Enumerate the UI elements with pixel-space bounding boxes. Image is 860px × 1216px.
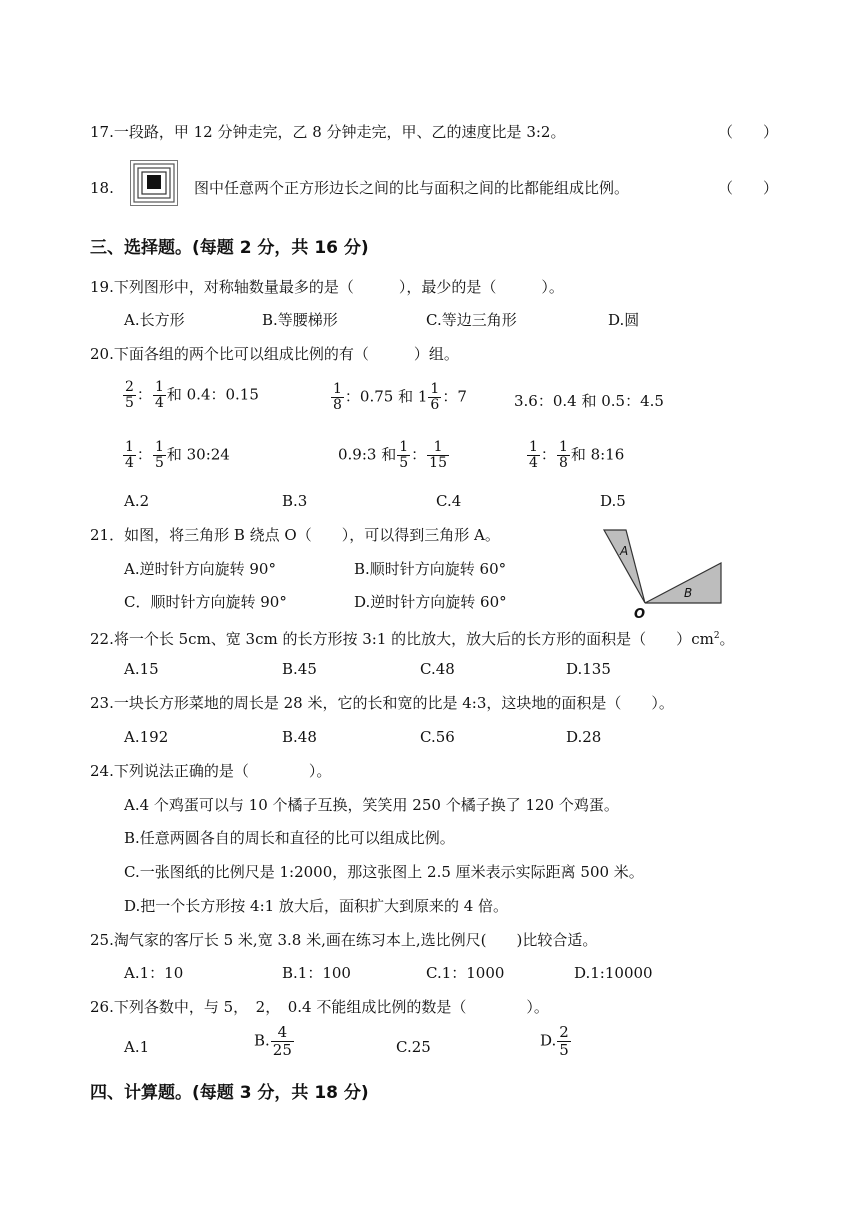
q22-option-c[interactable]: C.48 [420, 660, 455, 678]
q25-option-b[interactable]: B.1：100 [282, 964, 351, 982]
q20-group-6: $\frac{1}{4}$ ： $\frac{1}{8}$ 和 8:16 [529, 439, 625, 471]
nested-squares-figure [130, 160, 178, 206]
q21-option-b[interactable]: B.顺时针方向旋转 60° [354, 560, 507, 578]
q22-option-a[interactable]: A.15 [124, 660, 159, 678]
triangle-a [604, 530, 645, 603]
answer-paren-17[interactable]: （ ） [718, 123, 779, 141]
q19-option-a[interactable]: A.长方形 [124, 311, 185, 329]
question-20: 20.下面各组的两个比可以组成比例的有（ ）组。 [90, 345, 459, 363]
question-21: 21．如图，将三角形 B 绕点 O（ ），可以得到三角形 A。 [90, 526, 500, 544]
q25-option-a[interactable]: A.1：10 [124, 964, 184, 982]
question-24: 24.下列说法正确的是（ ）。 [90, 762, 332, 780]
q19-option-b[interactable]: B.等腰梯形 [262, 311, 338, 329]
triangle-b [645, 563, 721, 603]
q26-option-b[interactable]: B. $\frac{4}{25}$ [254, 1023, 292, 1059]
q26-option-c[interactable]: C.25 [396, 1038, 431, 1056]
q24-option-d[interactable]: D.把一个长方形按 4:1 放大后，面积扩大到原来的 4 倍。 [124, 897, 509, 915]
q20-group-5: 0.9:3 和 $\frac{1}{5}$ ： $\frac{1}{15}$ [338, 439, 447, 471]
label-b: B [684, 586, 693, 600]
q19-option-d[interactable]: D.圆 [608, 311, 640, 329]
q25-option-c[interactable]: C.1：1000 [426, 964, 505, 982]
question-22: 22.将一个长 5cm、宽 3cm 的长方形按 3:1 的比放大，放大后的长方形的面积是（ ）$cm^2$。 [90, 630, 735, 648]
q23-option-c[interactable]: C.56 [420, 728, 455, 746]
q21-option-a[interactable]: A.逆时针方向旋转 90° [124, 560, 276, 578]
q19-option-c[interactable]: C.等边三角形 [426, 311, 517, 329]
q24-option-b[interactable]: B.任意两圆各自的周长和直径的比可以组成比例。 [124, 829, 455, 847]
q23-option-a[interactable]: A.192 [124, 728, 169, 746]
q20-option-c[interactable]: C.4 [436, 492, 462, 510]
question-19: 19.下列图形中，对称轴数量最多的是（ ），最少的是（ ）。 [90, 278, 564, 296]
q20-group-3: 3.6：0.4 和 0.5：4.5 [514, 392, 664, 410]
section-4-title: 四、计算题。(每题 3 分，共 18 分) [90, 1083, 369, 1103]
q21-option-d[interactable]: D.逆时针方向旋转 60° [354, 593, 507, 611]
q20-option-b[interactable]: B.3 [282, 492, 308, 510]
label-a: A [620, 544, 629, 558]
q21-option-c[interactable]: C．顺时针方向旋转 90° [124, 593, 287, 611]
q20-group-1: $\frac{2}{5}$ ： $\frac{1}{4}$ 和 0.4：0.15 [125, 379, 259, 411]
q20-option-d[interactable]: D.5 [600, 492, 626, 510]
question-23: 23.一块长方形菜地的周长是 28 米，它的长和宽的比是 4:3，这块地的面积是（ ）。 [90, 694, 674, 712]
q22-option-d[interactable]: D.135 [566, 660, 611, 678]
q24-option-a[interactable]: A.4 个鸡蛋可以与 10 个橘子互换，笑笑用 250 个橘子换了 120 个鸡蛋。 [124, 796, 619, 814]
question-25: 25.淘气家的客厅长 5 米,宽 3.8 米,画在练习本上,选比例尺( )比较合适。 [90, 931, 598, 949]
question-18: 图中任意两个正方形边长之间的比与面积之间的比都能组成比例。 [194, 179, 630, 197]
section-3-title: 三、选择题。(每题 2 分，共 16 分) [90, 238, 369, 258]
question-17: 17.一段路，甲 12 分钟走完，乙 8 分钟走完，甲、乙的速度比是 3:2。 [90, 123, 566, 141]
answer-paren-18[interactable]: （ ） [718, 179, 779, 197]
q22-option-b[interactable]: B.45 [282, 660, 317, 678]
q23-option-b[interactable]: B.48 [282, 728, 317, 746]
q20-group-2: $\frac{1}{8}$ ：0.75 和 1 $\frac{1}{6}$ ：7 [333, 381, 467, 413]
q25-option-d[interactable]: D.1:10000 [574, 964, 653, 982]
q26-option-d[interactable]: D. $\frac{2}{5}$ [540, 1023, 569, 1059]
question-18-number: 18. [90, 179, 114, 197]
q20-option-a[interactable]: A.2 [124, 492, 150, 510]
rotation-triangles-figure [596, 525, 728, 621]
q26-option-a[interactable]: A.1 [124, 1038, 150, 1056]
label-o: O [634, 607, 646, 621]
q23-option-d[interactable]: D.28 [566, 728, 602, 746]
q24-option-c[interactable]: C.一张图纸的比例尺是 1:2000，那这张图上 2.5 厘米表示实际距离 500 米。 [124, 863, 644, 881]
q20-group-4: $\frac{1}{4}$ ： $\frac{1}{5}$ 和 30:24 [125, 439, 230, 471]
question-26: 26.下列各数中，与 5， 2， 0.4 不能组成比例的数是（ ）。 [90, 998, 549, 1016]
